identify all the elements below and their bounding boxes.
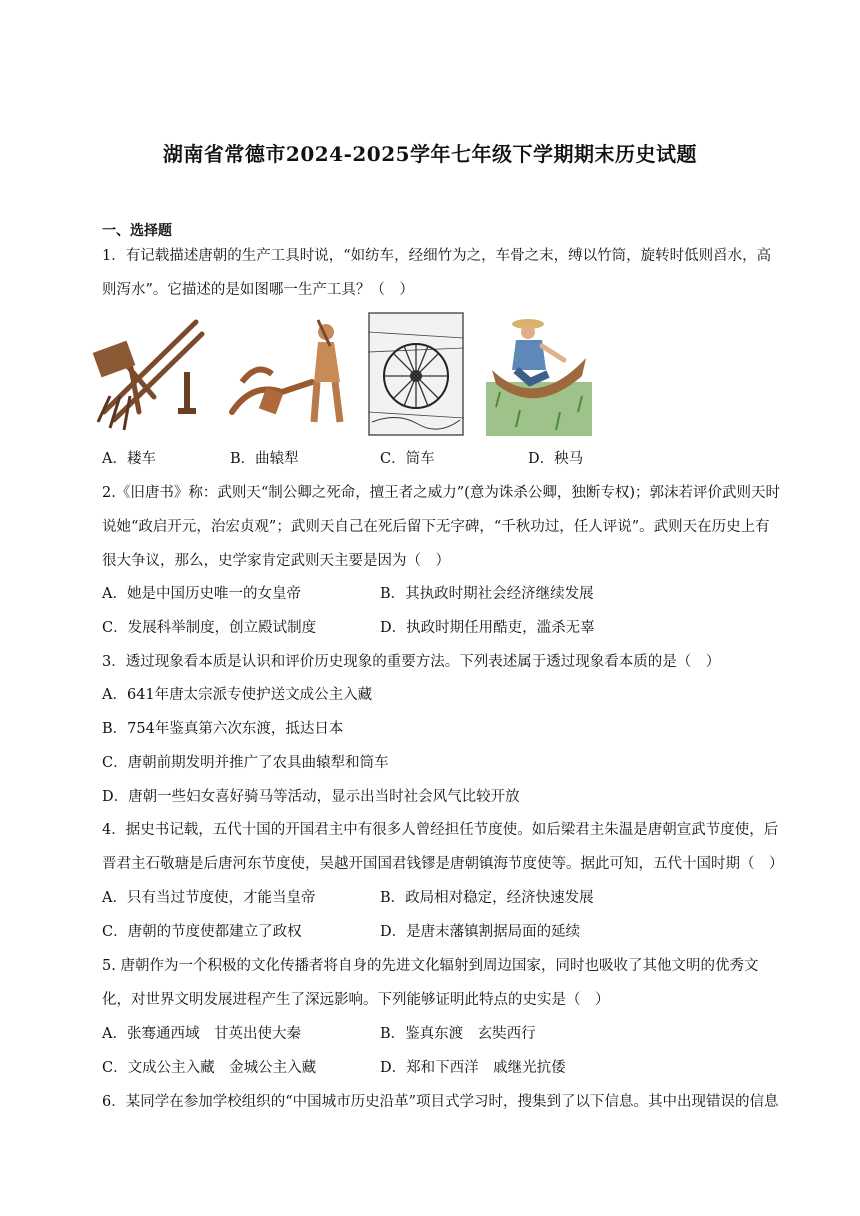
- section-heading: 一、选择题: [102, 223, 172, 239]
- q1-option-a[interactable]: A．耧车: [102, 451, 156, 467]
- q5-option-d[interactable]: D．郑和下西洋 戚继光抗倭: [380, 1060, 566, 1076]
- q3-option-b[interactable]: B．754年鉴真第六次东渡，抵达日本: [102, 721, 344, 737]
- question-3-stem: 3．透过现象看本质是认识和评价历史现象的重要方法。下列表述属于透过现象看本质的是（ ）: [102, 654, 721, 670]
- question-1-stem: 1．有记载描述唐朝的生产工具时说，“如纺车，经细竹为之，车骨之末，缚以竹筒，旋转时低则舀水，高则泻水”。它描述的是如图哪一生产工具？（ ）: [102, 248, 772, 298]
- q3-option-c[interactable]: C．唐朝前期发明并推广了农具曲辕犁和筒车: [102, 755, 389, 771]
- question-4-stem: 4．据史书记载，五代十国的开国君主中有很多人曾经担任节度使。如后梁君主朱温是唐朝宣武节度使，后晋君主石敬瑭是后唐河东节度使，吴越开国国君钱镠是唐朝镇海节度使等。据此可知，五代十国时期（ ）: [102, 822, 784, 872]
- q2-option-c[interactable]: C．发展科举制度，创立殿试制度: [102, 620, 317, 636]
- q5-option-c[interactable]: C．文成公主入藏 金城公主入藏: [102, 1060, 317, 1076]
- q5-option-b[interactable]: B．鉴真东渡 玄奘西行: [380, 1026, 536, 1042]
- q2-option-d[interactable]: D．执政时期任用酷吏，滥杀无辜: [380, 620, 595, 636]
- question-6-stem: 6．某同学在参加学校组织的“中国城市历史沿革”项目式学习时，搜集到了以下信息。其中出现错误的信息: [102, 1094, 779, 1110]
- q4-option-a[interactable]: A．只有当过节度使，才能当皇帝: [102, 890, 316, 906]
- q3-option-a[interactable]: A．641年唐太宗派专使护送文成公主入藏: [102, 687, 373, 703]
- q1-option-d[interactable]: D．秧马: [528, 451, 584, 467]
- q4-option-c[interactable]: C．唐朝的节度使都建立了政权: [102, 924, 302, 940]
- q2-option-a[interactable]: A．她是中国历史唯一的女皇帝: [102, 586, 301, 602]
- question-5-stem: 5. 唐朝作为一个积极的文化传播者将自身的先进文化辐射到周边国家，同时也吸收了其他文明的优秀文化，对世界文明发展进程产生了深远影响。下列能够证明此特点的史实是（ ）: [102, 958, 759, 1008]
- exam-title: 湖南省常德市2024-2025学年七年级下学期期末历史试题: [162, 142, 698, 166]
- q1-option-c[interactable]: C．筒车: [380, 451, 435, 467]
- quyuanli-image: [222, 312, 354, 436]
- q4-option-b[interactable]: B．政局相对稳定，经济快速发展: [380, 890, 594, 906]
- question-2-stem: 2.《旧唐书》称：武则天“制公卿之死命，擅王者之威力”(意为诛杀公卿，独断专权)；郭沫若评价武则天时说她“政启开元，治宏贞观”；武则天自己在死后留下无字碑，“千秋功过，任人评说”。武则天在历史上有很大争议，那么，史学家肯定武则天主要是因为（ ）: [102, 485, 780, 569]
- q3-option-d[interactable]: D．唐朝一些妇女喜好骑马等活动，显示出当时社会风气比较开放: [102, 789, 520, 805]
- q1-option-b[interactable]: B．曲辕犁: [230, 451, 299, 467]
- q5-option-a[interactable]: A．张骞通西域 甘英出使大秦: [102, 1026, 301, 1042]
- louche-image: [84, 312, 208, 436]
- yangma-image: [486, 312, 592, 436]
- tongche-image: [368, 312, 464, 436]
- q4-option-d[interactable]: D．是唐末藩镇割据局面的延续: [380, 924, 581, 940]
- q2-option-b[interactable]: B．其执政时期社会经济继续发展: [380, 586, 594, 602]
